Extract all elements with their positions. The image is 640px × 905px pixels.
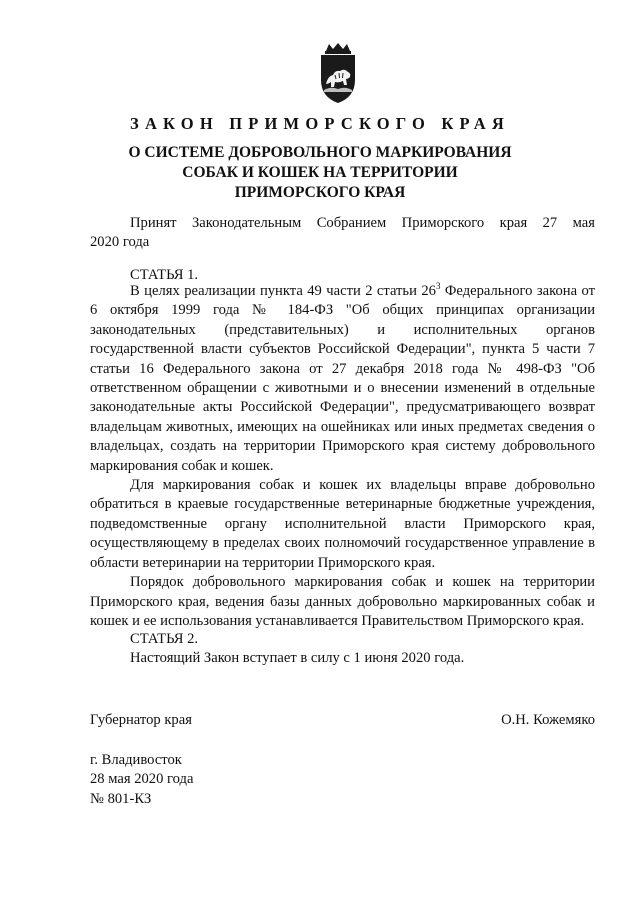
- adoption-note-line1: Принят Законодательным Собранием Приморского края 27 мая: [130, 215, 595, 231]
- article1-paragraph1: В целях реализации пункта 49 части 2 статьи $26^3$ Федерального закона от 6 октября 1999 года № 184-ФЗ "Об общих принципах организации законодательных (представительных) и исполнительных органов государственной власти субъектов Российской Федерации", пункта 5 части 7 статьи 16 Федерального закона от 27 декабря 2018 года № 498-ФЗ "Об ответственном обращении с животными и о внесении изменений в отдельные законодательные акты Российской Федерации", предусматривающего возврат владельцам животных, имеющих на ошейниках или иных предметах сведения о владельцах, создать на территории Приморского края систему добровольного маркирования собак и кошек.: [90, 281, 595, 474]
- law-number: № 801-КЗ: [90, 790, 152, 807]
- subject-line: О СИСТЕМЕ ДОБРОВОЛЬНОГО МАРКИРОВАНИЯ: [128, 144, 512, 161]
- issue-date: 28 мая 2020 года: [90, 771, 194, 788]
- subject-line: ПРИМОРСКОГО КРАЯ: [234, 184, 406, 201]
- coat-of-arms-icon: [313, 42, 363, 104]
- adoption-note: [90, 214, 595, 253]
- adoption-note-line2: 2020 года: [90, 234, 150, 251]
- signatory-name: О.Н. Кожемяко: [501, 712, 595, 728]
- subject-line: СОБАК И КОШЕК НА ТЕРРИТОРИИ: [182, 164, 458, 181]
- signatory-position: Губернатор края: [90, 712, 192, 728]
- law-subject: [0, 143, 640, 203]
- issue-details: [90, 751, 595, 809]
- issue-city: г. Владивосток: [90, 752, 182, 768]
- article1-paragraph2: Для маркирования собак и кошек их владельцы вправе добровольно обратиться в краевые государственные ветеринарные бюджетные учреждения, подведомственные органу исполнительной власти Приморского края, осуществляющему в пределах своих полномочий государственное управление в области ветеринарии на территории Приморского края.: [90, 477, 595, 571]
- article1-heading: СТАТЬЯ 1.: [130, 267, 199, 283]
- law-title: ЗАКОН ПРИМОРСКОГО КРАЯ: [130, 114, 510, 133]
- superscript: 3: [435, 281, 441, 292]
- article2-body: Настоящий Закон вступает в силу с 1 июня 2020 года.: [130, 650, 465, 666]
- article1-paragraph3: Порядок добровольного маркирования собак и кошек на территории Приморского края, ведения базы данных добровольно маркированных собак и кошек и ее использования устанавливается Правительством Приморского края.: [90, 574, 595, 629]
- article1-body: [90, 282, 595, 631]
- article2-heading: СТАТЬЯ 2.: [130, 631, 199, 647]
